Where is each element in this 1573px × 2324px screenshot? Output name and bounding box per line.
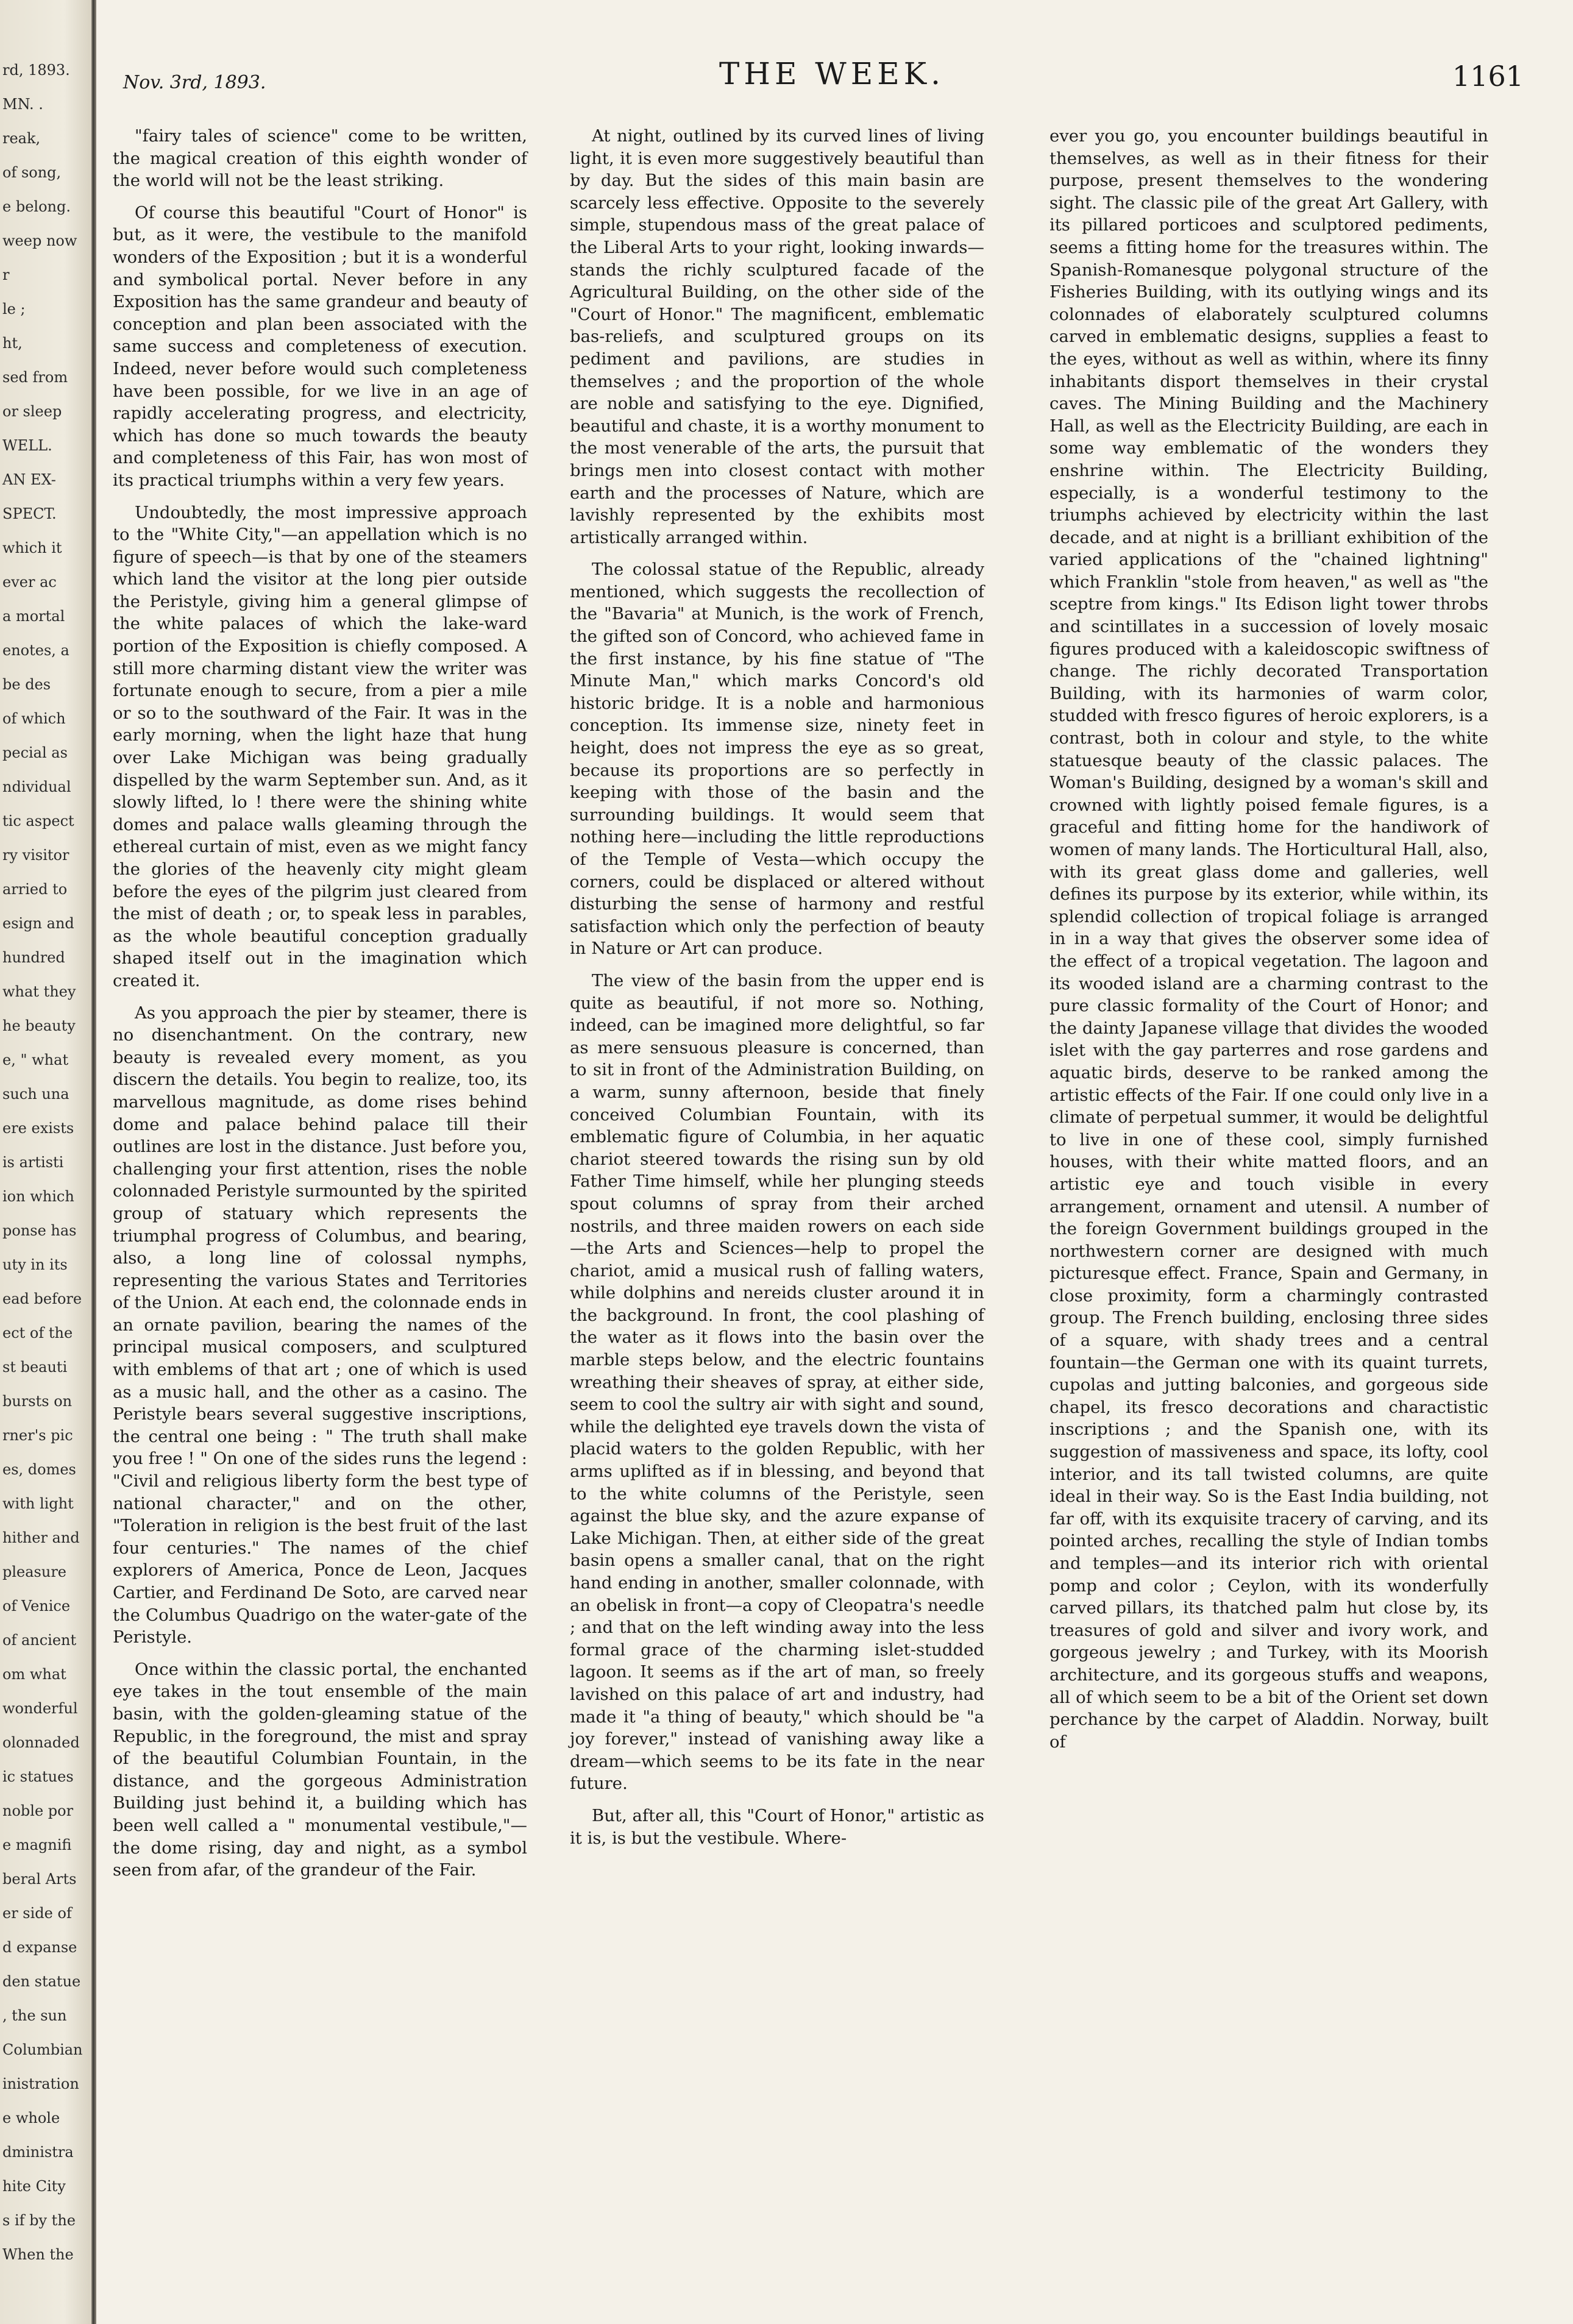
- gutter-text-line: enotes, a: [2, 642, 69, 659]
- gutter-text-line: pecial as: [2, 744, 68, 761]
- gutter-text-line: bursts on: [2, 1393, 73, 1410]
- gutter-text-line: WELL.: [2, 437, 52, 454]
- gutter-text-line: ponse has: [2, 1222, 77, 1239]
- gutter-text-line: SPECT.: [2, 505, 57, 522]
- gutter-text-line: sed from: [2, 369, 68, 386]
- gutter-text-line: weep now: [2, 232, 77, 249]
- gutter-text-line: beral Arts: [2, 1871, 77, 1888]
- gutter-text-line: When the: [2, 2246, 74, 2263]
- gutter-text-line: inistration: [2, 2075, 79, 2092]
- gutter-text-line: ever ac: [2, 574, 57, 591]
- paragraph: Of course this beautiful "Court of Honor" is but, as it were, the vestibule to the manifold wonders of the Exposition ; but it is a wonderful and symbolical portal. Never before in any Exposition has the same grandeur and beauty of conception and plan been associated with the same success and completeness of execution. Indeed, never before would such completeness have been possible, for we live in an age of rapidly accelerating progress, and electricity, which has done so much towards the beauty and completeness of this Fair, has won most of its practical triumphs within a very few years.: [113, 202, 527, 490]
- gutter-text-line: rner's pic: [2, 1427, 73, 1444]
- gutter-text-line: pleasure: [2, 1563, 66, 1580]
- gutter-text-line: is artisti: [2, 1154, 64, 1171]
- paragraph: Once within the classic portal, the enchanted eye takes in the tout ensemble of the main basin, with the golden-gleaming statue of the Republic, in the foreground, the mist and spray of the beautiful Columbian Fountain, in the distance, and the gorgeous Administration Building just behind it, a building which has been well called a " monumental vestibule,"—the dome rising, day and night, as a symbol seen from afar, of the grandeur of the Fair.: [113, 1659, 527, 1880]
- paragraph: The view of the basin from the upper end is quite as beautiful, if not more so. Nothing, indeed, can be imagined more delightful, so far as mere sensuous pleasure is concerned, than to sit in front of the Administration Building, on a warm, sunny afternoon, beside that finely conceived Columbian Fountain, with its emblematic figure of Columbia, in her aquatic chariot steered towards the rising sun by old Father Time himself, while her plunging steeds spout columns of spray from their arched nostrils, and three maiden rowers on each side —the Arts and Sciences—help to propel the chariot, amid a musical rush of falling waters, while dolphins and nereids cluster around it in the background. In front, the cool plashing of the water as it flows into the basin over the marble steps below, and the electric fountains wreathing their sheaves of spray, at either side, seem to cool the sultry air with sight and sound, while the delighted eye travels down the vista of placid waters to the golden Republic, with her arms uplifted as if in blessing, and beyond that to the white columns of the Peristyle, seen against the blue sky, and the azure expanse of Lake Michigan. Then, at either side of the great basin opens a smaller canal, that on the right hand ending in another, smaller colonnade, with an obelisk in front—a copy of Cleopatra's needle ; and that on the left winding away into the less formal grace of the charming islet-studded lagoon. It seems as if the art of man, so freely lavished on this palace of art and industry, had made it "a thing of beauty," which should be "a joy forever," instead of vanishing away like a dream—which seems to be its fate in the near future.: [570, 970, 984, 1794]
- gutter-text-line: es, domes: [2, 1461, 76, 1478]
- paragraph: At night, outlined by its curved lines of living light, it is even more suggestively beautiful than by day. But the sides of this main basin are scarcely less effective. Opposite to the severely simple, stupendous mass of the great palace of the Liberal Arts to your right, looking inwards—stands the richly sculptured facade of the Agricultural Building, on the other side of the "Court of Honor." The magnificent, emblematic bas-reliefs, and sculptured groups on its pediment and pavilions, are studies in themselves ; and the proportion of the whole are noble and satisfying to the eye. Dignified, beautiful and chaste, it is a worthy monument to the most venerable of the arts, the pursuit that brings men into closest contact with mother earth and the processes of Nature, which are lavishly represented by the exhibits most artistically arranged within.: [570, 126, 984, 547]
- gutter-text-line: with light: [2, 1495, 74, 1512]
- gutter-text-line: arried to: [2, 881, 68, 898]
- gutter-text-line: s if by the: [2, 2212, 76, 2229]
- paragraph: Undoubtedly, the most impressive approach to the "White City,"—an appellation which is no figure of speech—is that by one of the steamers which land the visitor at the long pier outside the Peristyle, giving him a general glimpse of the white palaces of which the lake-ward portion of the Exposition is chiefly composed. A still more charming distant view the writer was fortunate enough to secure, from a pier a mile or so to the southward of the Fair. It was in the early morning, when the light haze that hung over Lake Michigan was being gradually dispelled by the warm September sun. And, as it slowly lifted, lo ! there were the shining white domes and palace walls gleaming through the ethereal curtain of mist, even as we might fancy the glories of the heavenly city might gleam before the eyes of the pilgrim just cleared from the mist of death ; or, to speak less in parables, as the whole beautiful conception gradually shaped itself out in the imagination which created it.: [113, 502, 527, 990]
- gutter-text-line: a mortal: [2, 608, 65, 625]
- gutter-text-line: r: [2, 266, 10, 283]
- page-header: [116, 56, 1548, 99]
- gutter-text-line: ht,: [2, 335, 23, 352]
- gutter-text-line: ion which: [2, 1188, 74, 1205]
- gutter-text-line: of Venice: [2, 1597, 71, 1615]
- gutter-text-line: hite City: [2, 2178, 66, 2195]
- gutter-text-line: dministra: [2, 2144, 74, 2161]
- issue-date: Nov. 3rd, 1893.: [123, 72, 266, 93]
- gutter-text-line: hundred: [2, 949, 65, 966]
- gutter-text-line: om what: [2, 1666, 66, 1683]
- gutter-text-line: what they: [2, 983, 76, 1000]
- gutter-text-line: of ancient: [2, 1632, 77, 1649]
- column-left: [113, 125, 527, 1882]
- gutter-text-line: ect of the: [2, 1324, 73, 1341]
- binding-spine: [91, 0, 96, 2324]
- column-middle: [570, 125, 984, 1849]
- gutter-text-line: ere exists: [2, 1120, 74, 1137]
- gutter-text-line: esign and: [2, 915, 74, 932]
- paragraph: The colossal statue of the Republic, already mentioned, which suggests the recollection of the "Bavaria" at Munich, is the work of French, the gifted son of Concord, who achieved fame in the first instance, by his fine statue of "The Minute Man," which marks Concord's old historic bridge. It is a noble and harmonious conception. Its immense size, ninety feet in height, does not impress the eye as so great, because its proportions are so perfectly in keeping with those of the basin and the surrounding buildings. It would seem that nothing here—including the little reproductions of the Temple of Vesta—which occupy the corners, could be displaced or altered without disturbing the sense of harmony and restful satisfaction which only the perfection of beauty in Nature or Art can produce.: [570, 560, 984, 959]
- gutter-text-line: e belong.: [2, 198, 71, 215]
- gutter-text-line: he beauty: [2, 1017, 76, 1034]
- publication-title: THE WEEK.: [719, 56, 945, 91]
- gutter-text-line: d expanse: [2, 1939, 77, 1956]
- gutter-text-line: of which: [2, 710, 66, 727]
- gutter-text-line: ry visitor: [2, 847, 69, 864]
- gutter-text-line: Columbian: [2, 2041, 83, 2058]
- column-right: [1049, 125, 1488, 1753]
- gutter-text-line: such una: [2, 1086, 69, 1103]
- gutter-text-line: rd, 1893.: [2, 62, 70, 79]
- gutter-text-line: hither and: [2, 1529, 80, 1546]
- gutter-text-line: e whole: [2, 2109, 60, 2127]
- gutter-text-line: ic statues: [2, 1768, 74, 1785]
- page-number: 1161: [1452, 60, 1524, 93]
- gutter-text-line: le ;: [2, 300, 26, 318]
- gutter-text-line: e magnifi: [2, 1836, 72, 1853]
- paragraph: "fairy tales of science" come to be written, the magical creation of this eighth wonder of the world will not be the least striking.: [113, 126, 527, 191]
- gutter-text-line: ndividual: [2, 778, 71, 795]
- gutter-text-line: of song,: [2, 164, 62, 181]
- gutter-text-line: noble por: [2, 1802, 74, 1819]
- gutter-text-line: , the sun: [2, 2007, 67, 2024]
- paragraph: But, after all, this "Court of Honor," artistic as it is, is but the vestibule. Where-: [570, 1805, 984, 1848]
- gutter-text-line: wonderful: [2, 1700, 78, 1717]
- gutter-text-line: ead before: [2, 1290, 82, 1307]
- previous-page-fragment: [0, 0, 91, 2324]
- gutter-text-line: MN. .: [2, 96, 43, 113]
- gutter-text-line: be des: [2, 676, 51, 693]
- gutter-text-line: er side of: [2, 1905, 72, 1922]
- gutter-text-line: reak,: [2, 130, 41, 147]
- gutter-text-line: uty in its: [2, 1256, 68, 1273]
- paragraph: ever you go, you encounter buildings beautiful in themselves, as well as in their fitness for their purpose, present themselves to the wondering sight. The classic pile of the great Art Gallery, with its pillared porticoes and sculptored pediments, seems a fitting home for the treasures within. The Spanish-Romanesque polygonal structure of the Fisheries Building, with its outlying wings and its colonnades of elaborately sculptured columns carved in emblematic designs, supplies a feast to the eyes, without as well as within, where its finny inhabitants disport themselves in their crystal caves. The Mining Building and the Machinery Hall, as well as the Electricity Building, are each in some way emblematic of the wonders they enshrine within. The Electricity Building, especially, is a wonderful testimony to the triumphs achieved by electricity within the last decade, and at night is a brilliant exhibition of the varied applications of the "chained lightning" which Franklin "stole from heaven," as well as "the sceptre from kings." Its Edison light tower throbs and scintillates in a succession of lovely mosaic figures produced with a kaleidoscopic swiftness of change. The richly decorated Transportation Building, with its harmonies of warm color, studded with fresco figures of heroic explorers, is a contrast, both in colour and style, to the white statuesque beauty of the classic palaces. The Woman's Building, designed by a woman's skill and crowned with lightly poised female figures, is a graceful and fitting home for the handiwork of women of many lands. The Horticultural Hall, also, with its great glass dome and galleries, well defines its purpose by its exterior, while within, its splendid collection of tropical foliage is arranged in in a way that gives the observer some idea of the effect of a tropical vegetation. The lagoon and its wooded island are a charming contrast to the pure classic formality of the Court of Honor; and the dainty Japanese village that divides the wooded islet with the gay parterres and rose gardens and aquatic birds, deserve to be ranked among the artistic effects of the Fair. If one could only live in a climate of perpetual summer, it would be delightful to live in one of these cool, simply furnished houses, with their white matted floors, and an artistic eye and touch visible in every arrangement, ornament and utensil. A number of the foreign Government buildings grouped in the northwestern corner are designed with much picturesque effect. France, Spain and Germany, in close proximity, form a charmingly contrasted group. The French building, enclosing three sides of a square, with shady trees and a central fountain—the German one with its quaint turrets, cupolas and jutting balconies, and gorgeous side chapel, its fresco decorations and charactistic inscriptions ; and the Spanish one, with its suggestion of massiveness and space, its lofty, cool interior, and its tall twisted columns, are quite ideal in their way. So is the East India building, not far off, with its exquisite tracery of carving, and its pointed arches, recalling the style of Indian tombs and temples—and its interior rich with oriental pomp and color ; Ceylon, with its wonderfully carved pillars, its thatched palm hut close by, its treasures of gold and silver and ivory work, and gorgeous jewelry ; and Turkey, with its Moorish architecture, and its gorgeous stuffs and weapons, all of which seem to be a bit of the Orient set down perchance by the carpet of Aladdin. Norway, built of: [1049, 126, 1488, 1752]
- gutter-text-line: which it: [2, 539, 62, 556]
- gutter-text-line: or sleep: [2, 403, 62, 420]
- gutter-text-line: tic aspect: [2, 812, 74, 830]
- gutter-text-line: st beauti: [2, 1359, 68, 1376]
- gutter-text-line: e, " what: [2, 1051, 69, 1068]
- paragraph: As you approach the pier by steamer, there is no disenchantment. On the contrary, new beauty is revealed every moment, as you discern the details. You begin to realize, too, its marvellous magnitude, as dome rises behind dome and palace behind palace till their outlines are lost in the distance. Just before you, challenging your first attention, rises the noble colonnaded Peristyle surmounted by the spirited group of statuary which represents the triumphal progress of Columbus, and bearing, also, a long line of colossal nymphs, representing the various States and Territories of the Union. At each end, the colonnade ends in an ornate pavilion, bearing the names of the principal musical composers, and sculptured with emblems of that art ; one of which is used as a music hall, and the other as a casino. The Peristyle bears several suggestive inscriptions, the central one being : " The truth shall make you free ! " On one of the sides runs the legend : "Civil and religious liberty form the best type of national character," and on the other, "Toleration in religion is the best fruit of the last four centuries." The names of the chief explorers of America, Ponce de Leon, Jacques Cartier, and Ferdinand De Soto, are carved near the Columbus Quadrigo on the water-gate of the Peristyle.: [113, 1003, 527, 1647]
- gutter-text-line: olonnaded: [2, 1734, 80, 1751]
- gutter-text-line: AN EX-: [2, 471, 56, 488]
- gutter-text-line: den statue: [2, 1973, 81, 1990]
